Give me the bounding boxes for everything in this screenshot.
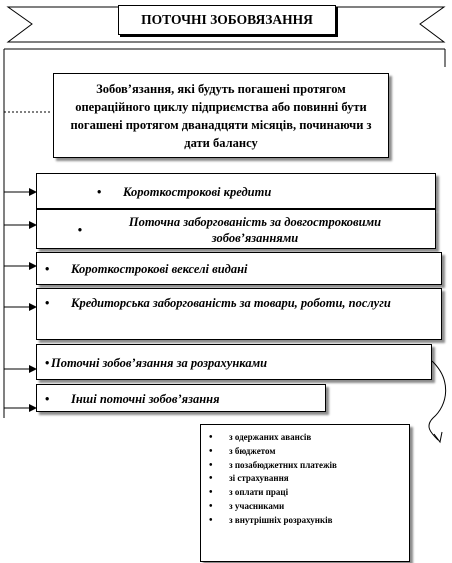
subitem: • з одержаних авансів xyxy=(209,432,312,443)
description-text: Зобов’язання, які будуть погашені протягом операційного циклу підприємства або повинні бути погашені протягом дванадцяти місяців, починаючи з дати балансу xyxy=(70,81,372,150)
item-label: Короткострокові векселі видані xyxy=(71,262,248,276)
settlement-subitems-box xyxy=(200,424,410,562)
title-box xyxy=(118,5,336,35)
subitem: • з позабюджетних платежів xyxy=(209,459,337,471)
bullet-icon: • xyxy=(45,262,50,276)
bullet-icon: • xyxy=(45,391,50,406)
item-label: Короткострокові кредити xyxy=(123,184,272,199)
subitem: • з учасниками xyxy=(209,500,285,512)
bullet-icon: • xyxy=(209,473,213,485)
list-item-short-term-loans xyxy=(36,173,436,209)
item-label: Кредиторська заборгованість за товари, роботи, послуги xyxy=(71,296,391,310)
list-item-settlement-liabilities xyxy=(36,344,432,380)
bullet-icon: • xyxy=(209,459,213,471)
subitem: • з оплати праці xyxy=(209,487,289,499)
list-item-accounts-payable xyxy=(36,288,442,340)
list-item-current-longterm-debt xyxy=(36,209,436,249)
subitem: • з внутрішніх розрахунків xyxy=(209,514,333,526)
subitem: • з бюджетом xyxy=(209,445,276,457)
bullet-icon: • xyxy=(209,487,213,499)
item-label: Інші поточні зобов’язання xyxy=(71,391,220,406)
bullet-icon: • xyxy=(209,432,213,443)
bullet-icon: • xyxy=(209,445,213,457)
bullet-icon: • xyxy=(45,296,50,310)
subitem: • зі страхування xyxy=(209,473,289,485)
list-item-short-term-bills xyxy=(36,252,442,285)
item-label: Поточна заборгованість за довгостроковими зобов’язаннями xyxy=(128,214,382,245)
bullet-icon: • xyxy=(209,500,213,512)
item-label: Поточні зобов’язання за розрахунками xyxy=(51,355,268,370)
bullet-icon: • xyxy=(45,355,50,370)
bullet-icon: • xyxy=(77,222,83,237)
bullet-icon: • xyxy=(209,514,213,526)
list-item-other-liabilities xyxy=(36,384,326,412)
bullet-icon: • xyxy=(97,184,102,199)
description-box xyxy=(53,73,389,158)
page-title: ПОТОЧНІ ЗОБОВЯЗАННЯ xyxy=(141,12,313,27)
